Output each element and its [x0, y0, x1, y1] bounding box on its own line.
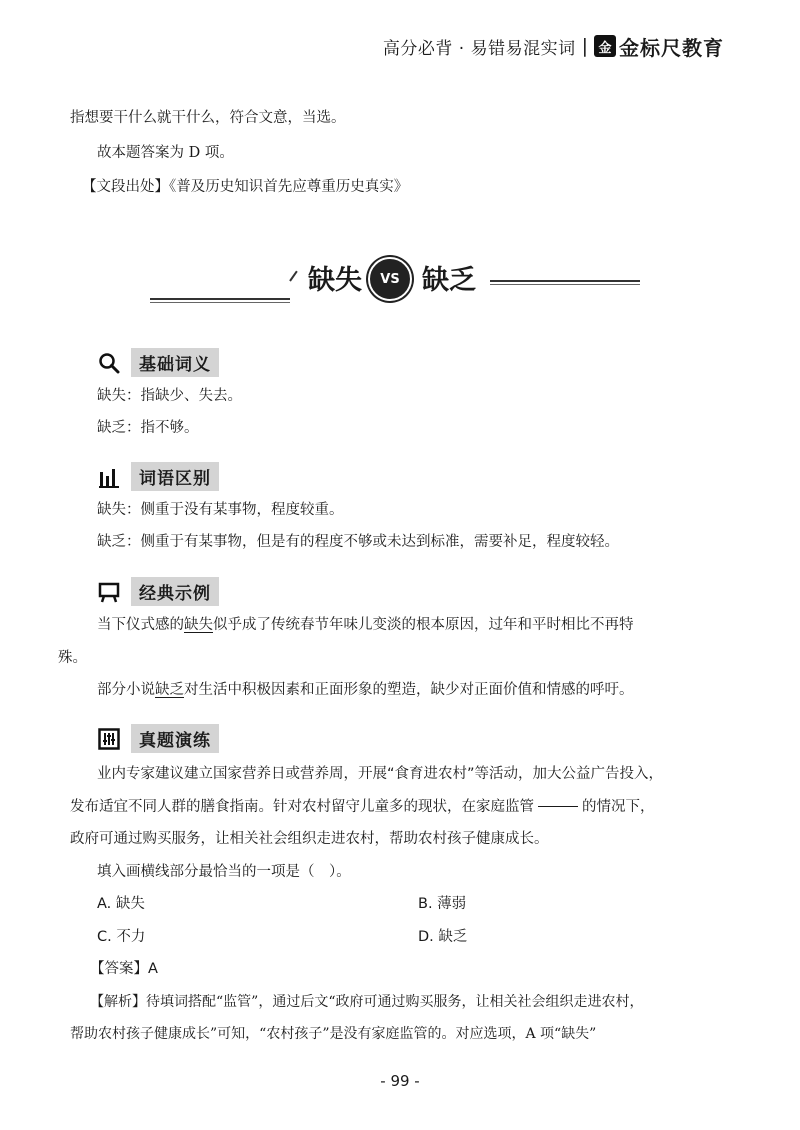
- title-rule-left: [150, 298, 290, 300]
- section-practice-label: 真题演练: [131, 724, 219, 753]
- vs-badge: VS: [368, 257, 412, 301]
- difference-line: 缺失：侧重于没有某事物，程度较重。: [97, 502, 344, 518]
- example-text: 对生活中积极因素和正面形象的塑造，缺少对正面价值和情感的呼吁。: [184, 682, 634, 698]
- equalizer-icon: [97, 727, 121, 751]
- difference-line: 缺乏：侧重于有某事物，但是有的程度不够或未达到标准，需要补足，程度较轻。: [97, 534, 619, 550]
- question-line: 业内专家建议建立国家营养日或营养周，开展“食育进农村”等活动，加大公益广告投入，: [97, 766, 664, 782]
- title-rule-left-thin: [150, 302, 290, 303]
- text-line: 故本题答案为 D 项。: [97, 145, 234, 161]
- page-number: - 99 -: [380, 1072, 420, 1090]
- analysis-line: 帮助农村孩子健康成长”可知，“农村孩子”是没有家庭监管的。对应选项，A 项“缺失”: [70, 1026, 597, 1042]
- section-examples-header: [97, 577, 219, 606]
- option-d: D. 缺乏: [418, 929, 468, 945]
- section-basic-header: [97, 348, 219, 377]
- header-separator: |: [581, 35, 588, 57]
- text-line: 指想要干什么就干什么，符合文意，当选。: [70, 110, 346, 126]
- source-line: 【文段出处】《普及历史知识首先应尊重历史真实》: [82, 179, 409, 195]
- section-basic-label: 基础词义: [131, 348, 219, 377]
- definition-line: 缺失：指缺少、失去。: [97, 388, 242, 404]
- section-examples-label: 经典示例: [131, 577, 219, 606]
- word-left: 缺失: [308, 265, 362, 296]
- example-continuation: 殊。: [58, 650, 87, 666]
- question-line: 政府可通过购买服务，让相关社会组织走进农村，帮助农村孩子健康成长。: [70, 831, 549, 847]
- section-title: [150, 250, 640, 330]
- example-sentence: [97, 610, 634, 640]
- example-sentence: [97, 675, 634, 705]
- word-right: 缺乏: [422, 265, 476, 296]
- option-b: B. 薄弱: [418, 896, 467, 912]
- example-text: 当下仪式感的: [97, 617, 184, 633]
- example-keyword: 缺乏: [155, 682, 184, 698]
- example-text: 部分小说: [97, 682, 155, 698]
- question-text: 的情况下，: [582, 799, 655, 815]
- bar-chart-icon: [97, 465, 121, 489]
- example-keyword: 缺失: [184, 617, 213, 633]
- brand-name: 金标尺教育: [619, 35, 724, 60]
- section-diff-header: [97, 462, 219, 491]
- page-header: [0, 0, 800, 92]
- section-diff-label: 词语区别: [131, 462, 219, 491]
- title-rule-right-thin: [490, 284, 640, 285]
- brand: [594, 32, 724, 61]
- question-prompt: 填入画横线部分最恰当的一项是（ ）。: [97, 864, 351, 880]
- title-rule-diag-left: [289, 271, 298, 282]
- definition-line: 缺乏：指不够。: [97, 420, 199, 436]
- board-icon: [97, 580, 121, 604]
- header-subtitle: 高分必背 · 易错易混实词: [382, 38, 576, 59]
- answer-line: 【答案】A: [90, 961, 158, 977]
- question-text: 发布适宜不同人群的膳食指南。针对农村留守儿童多的现状，在家庭监管: [70, 799, 534, 815]
- option-c: C. 不力: [97, 929, 146, 945]
- analysis-line: 【解析】待填词搭配“监管”，通过后文“政府可通过购买服务，让相关社会组织走进农村，: [90, 994, 644, 1010]
- question-line: [70, 792, 655, 822]
- title-rule-right: [490, 280, 640, 282]
- search-icon: [97, 351, 121, 375]
- option-a: A. 缺失: [97, 896, 145, 912]
- section-practice-header: [97, 724, 219, 753]
- fill-blank: [538, 806, 578, 807]
- brand-logo-icon: 金: [594, 35, 616, 57]
- example-text: 似乎成了传统春节年味儿变淡的根本原因，过年和平时相比不再特: [213, 617, 634, 633]
